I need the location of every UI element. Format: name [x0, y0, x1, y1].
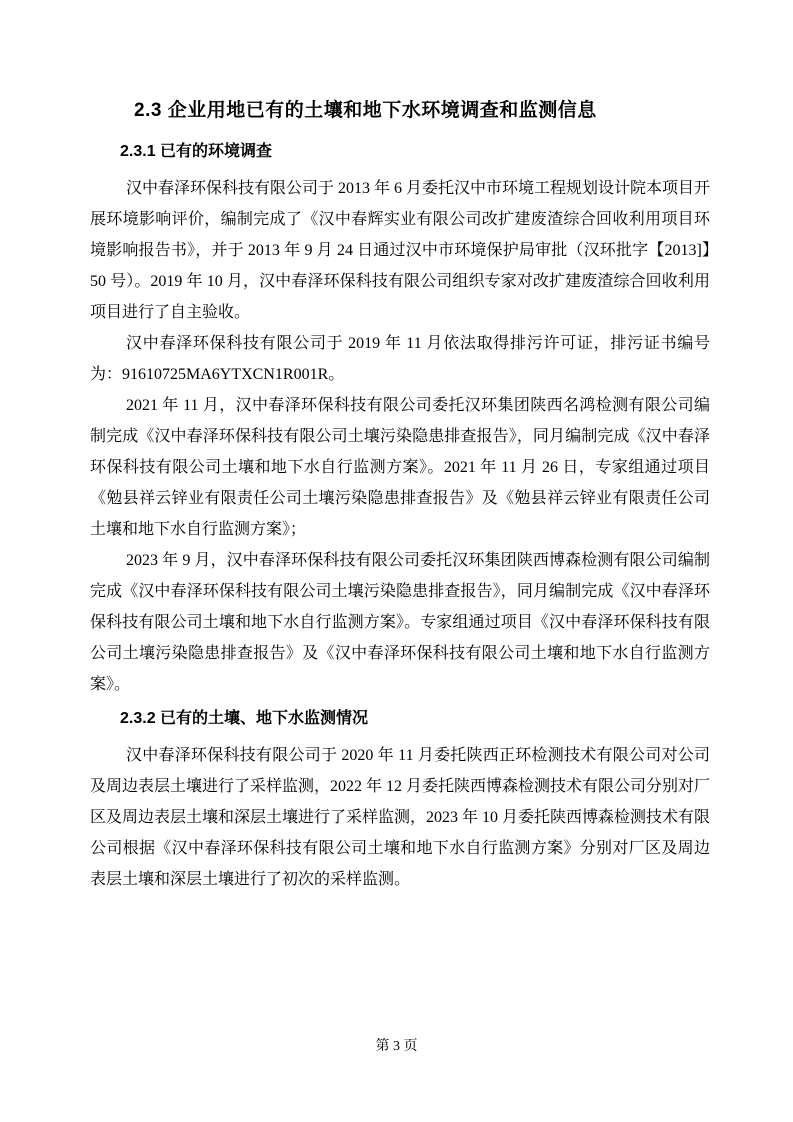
page-number: 第 3 页: [375, 1039, 418, 1054]
paragraph-environmental-review-2013: 汉中春泽环保科技有限公司于 2013 年 6 月委托汉中市环境工程规划设计院本项目开展环境影响评价，编制完成了《汉中春辉实业有限公司改扩建废渣综合回收利用项目环境影响报告书》，并于 2013 年 9 月 24 日通过汉中市环境保护局审批（汉环批字【2013]】50 号）。2019 年 10 月，汉中春泽环保科技有限公司组织专家对改扩建废渣综合回收利用项目进行了自主验收。: [90, 180, 711, 321]
paragraph-soil-groundwater-monitoring: 汉中春泽环保科技有限公司于 2020 年 11 月委托陕西正环检测技术有限公司对公司及周边表层土壤进行了采样监测，2022 年 12 月委托陕西博森检测技术有限公司分别对厂区及周边表层土壤和深层土壤进行了采样监测，2023 年 10 月委托陕西博森检测技术有限公司根据《汉中春泽环保科技有限公司土壤和地下水自行监测方案》分别对厂区及周边表层土壤和深层土壤进行了初次的采样监测。: [90, 747, 711, 888]
document-content: [90, 98, 710, 895]
paragraph-hidden-danger-report-2021: 2021 年 11 月，汉中春泽环保科技有限公司委托汉环集团陕西名鸿检测有限公司编制完成《汉中春泽环保科技有限公司土壤污染隐患排查报告》，同月编制完成《汉中春泽环保科技有限公司土壤和地下水自行监测方案》。2021 年 11 月 26 日，专家组通过项目《勉县祥云锌业有限责任公司土壤污染隐患排查报告》及《勉县祥云锌业有限责任公司土壤和地下水自行监测方案》；: [90, 397, 710, 538]
section-2-3-heading: 2.3 企业用地已有的土壤和地下水环境调查和监测信息: [134, 100, 597, 121]
subsection-2-3-2-heading: 2.3.2 已有的土壤、地下水监测情况: [120, 710, 369, 727]
paragraph-pollutant-permit-2019: 汉中春泽环保科技有限公司于 2019 年 11 月依法取得排污许可证，排污证书编号为：91610725MA6YTXCN1R001R。: [90, 335, 710, 383]
paragraph-hidden-danger-report-2023: 2023 年 9 月，汉中春泽环保科技有限公司委托汉环集团陕西博森检测有限公司编制完成《汉中春泽环保科技有限公司土壤污染隐患排查报告》，同月编制完成《汉中春泽环保科技有限公司土壤和地下水自行监测方案》。专家组通过项目《汉中春泽环保科技有限公司土壤污染隐患排查报告》及《汉中春泽环保科技有限公司土壤和地下水自行监测方案》。: [90, 552, 710, 693]
subsection-2-3-1-heading: 2.3.1 已有的环境调查: [120, 143, 273, 160]
